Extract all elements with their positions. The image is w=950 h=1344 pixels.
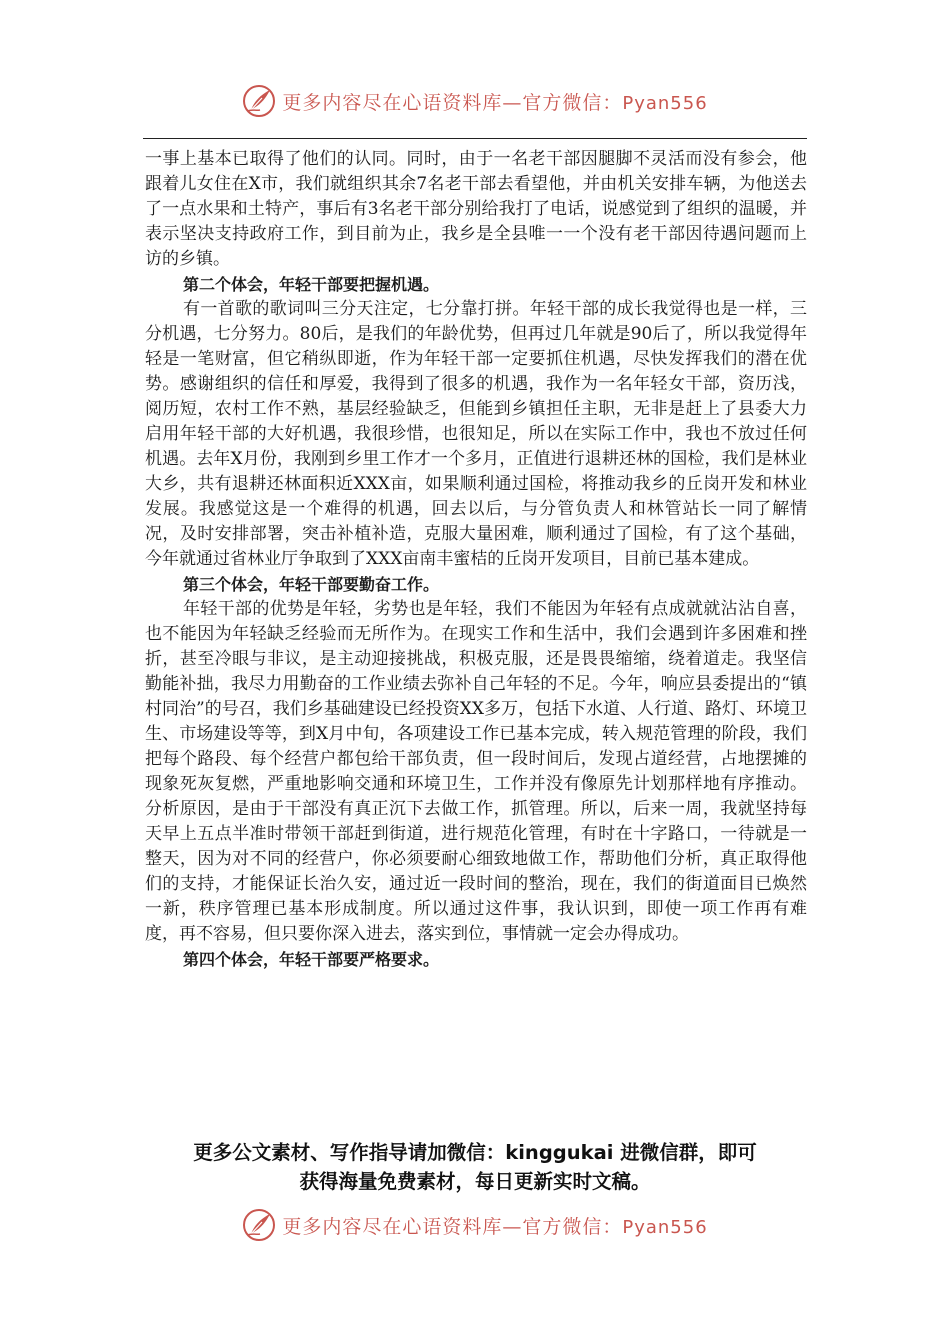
section-heading: 第三个体会，年轻干部要勤奋工作。 [183,575,440,594]
watermark-text: 更多内容尽在心语资料库—官方微信：Pyan556 [282,1215,708,1238]
paragraph: 年轻干部的优势是年轻，劣势也是年轻，我们不能因为年轻有点成就就沾沾自喜，也不能因为年轻缺乏经验而无所作为。在现实工作和生活中，我们会遇到许多困难和挫折，甚至冷眼与非议，是主动迎接挑战，积极克服，还是畏畏缩缩，绕着道走。我坚信勤能补拙，我尽力用勤奋的工作业绩去弥补自己年轻的不足。今年，响应县委提出的“镇村同治”的号召，我们乡基础建设已经投资XX多万，包括下水道、人行道、路灯、环境卫生、市场建设等等，到X月中旬，各项建设工作已基本完成，转入规范管理的阶段，我们把每个路段、每个经营户都包给干部负责，但一段时间后，发现占道经营，占地摆摊的现象死灰复燃，严重地影响交通和环境卫生，工作并没有像原先计划那样地有序推动。分析原因，是由于干部没有真正沉下去做工作，抓管理。所以，后来一周，我就坚持每天早上五点半准时带领干部赶到街道，进行规范化管理，有时在十字路口，一待就是一整天，因为对不同的经营户，你必须要耐心细致地做工作，帮助他们分析，真正取得他们的支持，才能保证长治久安，通过近一段时间的整治，现在，我们的街道面目已焕然一新，秩序管理已基本形成制度。所以通过这件事，我认识到，即使一项工作再有难度，再不容易，但只要你深入进去，落实到位，事情就一定会办得成功。 [145,599,807,944]
header-watermark [0,84,950,118]
quill-logo-icon [242,84,276,118]
promo-note [100,1138,850,1196]
quill-logo-icon [242,1208,276,1242]
paragraph: 一事上基本已取得了他们的认同。同时，由于一名老干部因腿脚不灵活而没有参会，他跟着儿女住在X市，我们就组织其余7名老干部去看望他，并由机关安排车辆，为他送去了一点水果和土特产，事后有3名老干部分别给我打了电话，说感觉到了组织的温暖，并表示坚决支持政府工作，到目前为止，我乡是全县唯一一个没有老干部因待遇问题而上访的乡镇。 [145,149,807,269]
promo-line: 更多公文素材、写作指导请加微信：kinggukai 进微信群，即可 [193,1141,757,1164]
footer-watermark [0,1208,950,1242]
section-heading: 第二个体会，年轻干部要把握机遇。 [183,275,440,294]
watermark-text: 更多内容尽在心语资料库—官方微信：Pyan556 [282,91,708,114]
document-body [145,147,807,972]
paragraph: 有一首歌的歌词叫三分天注定，七分靠打拼。年轻干部的成长我觉得也是一样，三分机遇，七分努力。80后，是我们的年龄优势，但再过几年就是90后了，所以我觉得年轻是一笔财富，但它稍纵即逝，作为年轻干部一定要抓住机遇，尽快发挥我们的潜在优势。感谢组织的信任和厚爱，我得到了很多的机遇，我作为一名年轻女干部，资历浅，阅历短，农村工作不熟，基层经验缺乏，但能到乡镇担任主职，无非是赶上了县委大力启用年轻干部的大好机遇，我很珍惜，也很知足，所以在实际工作中，我也不放过任何机遇。去年X月份，我刚到乡里工作才一个多月，正值进行退耕还林的国检，我们是林业大乡，共有退耕还林面积近XXX亩，如果顺利通过国检，将推动我乡的丘岗开发和林业发展。我感觉这是一个难得的机遇，回去以后，与分管负责人和林管站长一同了解情况，及时安排部署，突击补植补造，克服大量困难，顺利通过了国检，有了这个基础，今年就通过省林业厅争取到了XXX亩南丰蜜桔的丘岗开发项目，目前已基本建成。 [145,299,807,569]
promo-line: 获得海量免费素材，每日更新实时文稿。 [299,1170,651,1193]
header-divider [143,138,807,139]
section-heading: 第四个体会，年轻干部要严格要求。 [183,950,440,969]
